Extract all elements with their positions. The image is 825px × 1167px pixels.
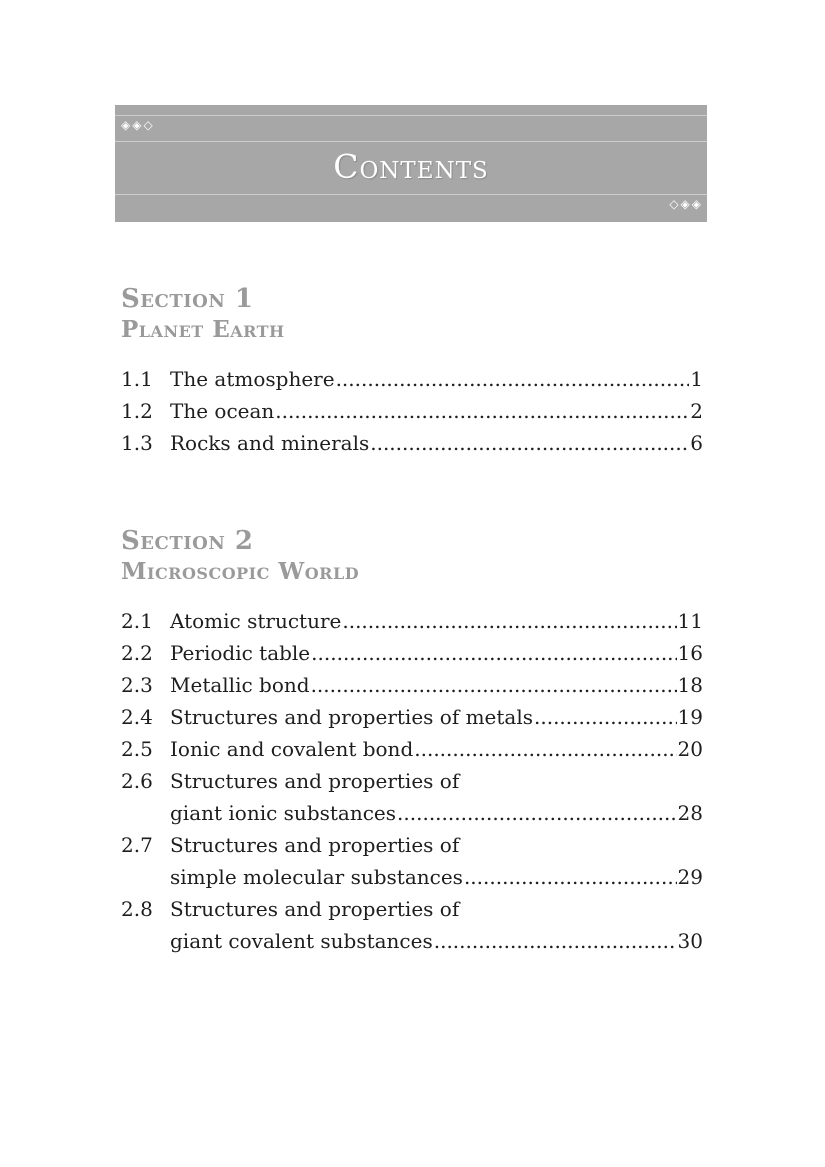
entry-title-line1: Structures and properties of bbox=[170, 833, 460, 857]
diamond-ornament-right-icon: ◇◈◈ bbox=[669, 197, 703, 211]
dot-leader bbox=[311, 669, 677, 701]
toc-entry[interactable] bbox=[121, 605, 707, 637]
entry-number: 2.6 bbox=[121, 769, 153, 793]
entry-page: 20 bbox=[677, 737, 703, 761]
entry-page: 30 bbox=[677, 929, 703, 953]
dot-leader bbox=[275, 395, 689, 427]
section-2 bbox=[121, 525, 707, 957]
entry-number: 2.7 bbox=[121, 833, 153, 857]
entry-number: 1.1 bbox=[121, 367, 153, 391]
entry-title: Ionic and covalent bond bbox=[170, 737, 414, 761]
banner-rule-top bbox=[115, 115, 707, 116]
page-title: Contents bbox=[333, 147, 489, 186]
entry-number: 2.1 bbox=[121, 609, 153, 633]
entry-page: 16 bbox=[677, 641, 703, 665]
entry-title: The atmosphere bbox=[170, 367, 335, 391]
dot-leader bbox=[397, 797, 677, 829]
entry-page: 11 bbox=[677, 609, 703, 633]
entry-title: giant ionic substances bbox=[170, 801, 397, 825]
entry-title: Rocks and minerals bbox=[170, 431, 370, 455]
dot-leader bbox=[414, 733, 676, 765]
toc-entry[interactable] bbox=[121, 427, 707, 459]
entry-number: 2.2 bbox=[121, 641, 153, 665]
section-label: Section 1 bbox=[121, 284, 254, 314]
section-title: Planet Earth bbox=[121, 316, 285, 343]
toc-list bbox=[121, 605, 707, 957]
entry-title: Atomic structure bbox=[170, 609, 342, 633]
entry-number: 1.2 bbox=[121, 399, 153, 423]
dot-leader bbox=[434, 925, 677, 957]
toc-entry[interactable] bbox=[121, 395, 707, 427]
diamond-ornament-left-icon: ◈◈◇ bbox=[121, 118, 155, 132]
toc-entry[interactable] bbox=[121, 701, 707, 733]
dot-leader bbox=[464, 861, 677, 893]
dot-leader bbox=[336, 363, 690, 395]
entry-page: 2 bbox=[690, 399, 703, 423]
entry-number: 2.4 bbox=[121, 705, 153, 729]
entry-page: 1 bbox=[690, 367, 703, 391]
toc-entry[interactable] bbox=[121, 669, 707, 701]
entry-title: Periodic table bbox=[170, 641, 311, 665]
toc-entry[interactable] bbox=[121, 733, 707, 765]
contents-banner bbox=[115, 105, 707, 222]
dot-leader bbox=[311, 637, 676, 669]
entry-title: Metallic bond bbox=[170, 673, 310, 697]
banner-rule-middle bbox=[115, 141, 707, 142]
entry-number: 2.5 bbox=[121, 737, 153, 761]
entry-number: 2.3 bbox=[121, 673, 153, 697]
entry-title-line1: Structures and properties of bbox=[170, 769, 460, 793]
section-label: Section 2 bbox=[121, 526, 254, 556]
entry-page: 6 bbox=[690, 431, 703, 455]
entry-title: The ocean bbox=[170, 399, 275, 423]
entry-page: 28 bbox=[677, 801, 703, 825]
dot-leader bbox=[534, 701, 677, 733]
entry-title-line1: Structures and properties of bbox=[170, 897, 460, 921]
entry-title: Structures and properties of metals bbox=[170, 705, 533, 729]
entry-number: 2.8 bbox=[121, 897, 153, 921]
entry-number: 1.3 bbox=[121, 431, 153, 455]
toc-list bbox=[121, 363, 707, 459]
dot-leader bbox=[342, 605, 676, 637]
toc-entry[interactable] bbox=[121, 765, 707, 829]
toc-entry[interactable] bbox=[121, 829, 707, 893]
banner-rule-bottom bbox=[115, 194, 707, 195]
section-1 bbox=[121, 283, 707, 459]
entry-page: 29 bbox=[677, 865, 703, 889]
entry-page: 19 bbox=[677, 705, 703, 729]
toc-entry[interactable] bbox=[121, 363, 707, 395]
entry-title: giant covalent substances bbox=[170, 929, 433, 953]
dot-leader bbox=[370, 427, 689, 459]
toc-entry[interactable] bbox=[121, 637, 707, 669]
toc-entry[interactable] bbox=[121, 893, 707, 957]
section-title: Microscopic World bbox=[121, 558, 360, 585]
entry-title: simple molecular substances bbox=[170, 865, 463, 889]
entry-page: 18 bbox=[677, 673, 703, 697]
